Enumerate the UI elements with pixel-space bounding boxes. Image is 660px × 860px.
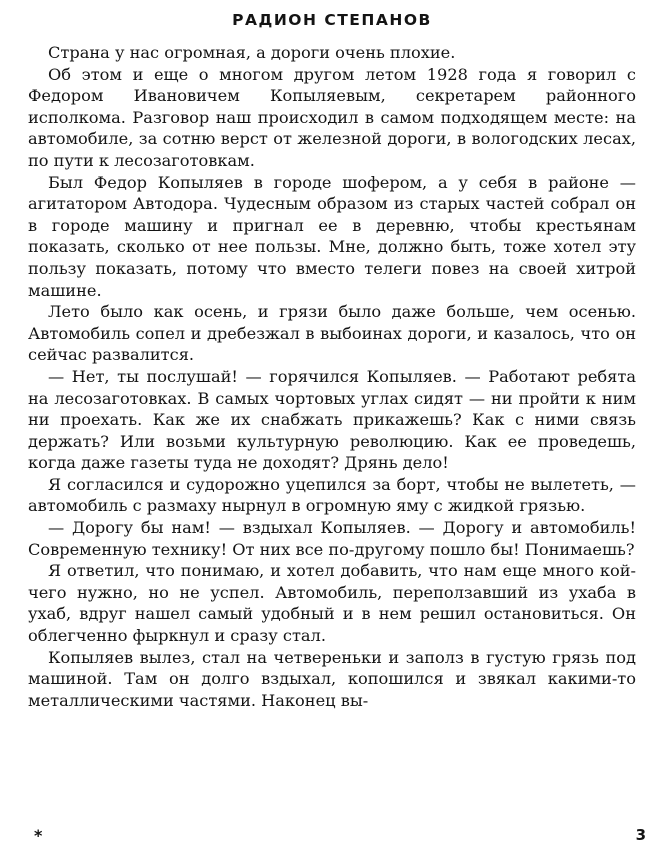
- article-title: РАДИОН СТЕПАНОВ: [232, 11, 432, 29]
- page: [28, 10, 636, 711]
- paragraph: Страна у нас огромная, а дороги очень плохие.: [48, 43, 456, 62]
- paragraph: Лето было как осень, и грязи было даже больше, чем осенью. Автомобиль сопел и дребезжал в выбоинах дороги, и казалось, что он сейчас развалится.: [28, 302, 636, 365]
- article-body: [28, 42, 636, 711]
- paragraph: — Дорогу бы нам! — вздыхал Копыляев. — Дорогу и автомобиль! Современную технику! От них все по-другому пошло бы! Понимаешь?: [28, 518, 636, 559]
- paragraph: — Нет, ты послушай! — горячился Копыляев. — Работают ребята на лесозаготовках. В самых чортовых углах сидят — ни пройти к ним ни проехать. Как же их снабжать прикажешь? Как с ними связь держать? Или возьми культурную революцию. Как ее проведешь, когда даже газеты туда не доходят? Дрянь дело!: [28, 366, 636, 473]
- paragraph: Я согласился и судорожно уцепился за борт, чтобы не вылететь, — автомобиль с размаху нырнул в огромную яму с жидкой грязью.: [28, 474, 636, 516]
- signature-mark: *: [34, 826, 43, 845]
- paragraph: Об этом и еще о многом другом летом 1928 года я говорил с Федором Ивановичем Копыляевым, секретарем районного исполкома. Разговор наш происходил в самом подходящем месте: на автомобиле, за сотню верст от железной дороги, в вологодских лесах, по пути к лесозаготовкам.: [28, 64, 636, 170]
- page-number: 3: [635, 826, 646, 844]
- page-footer: [0, 826, 660, 846]
- paragraph: Был Федор Копыляев в городе шофером, а у себя в районе — агитатором Автодора. Чудесным образом из старых частей собрал он в городе машину и пригнал ее в деревню, чтобы крестьянам показать, сколько от нее пользы. Мне, должно быть, тоже хотел эту пользу показать, потому что вместо телеги повез на своей хитрой машине.: [28, 172, 636, 300]
- paragraph: Я ответил, что понимаю, и хотел добавить, что нам еще много кой-чего нужно, но не успел. Автомобиль, переползавший из ухаба в ухаб, вдруг нашел самый удобный и в нем решил остановиться. Он облегченно фыркнул и сразу стал.: [28, 561, 636, 646]
- paragraph: Копыляев вылез, стал на четвереньки и заполз в густую грязь под машиной. Там он долго вздыхал, копошился и звякал какими-то металлическими частями. Наконец вы-: [28, 647, 636, 710]
